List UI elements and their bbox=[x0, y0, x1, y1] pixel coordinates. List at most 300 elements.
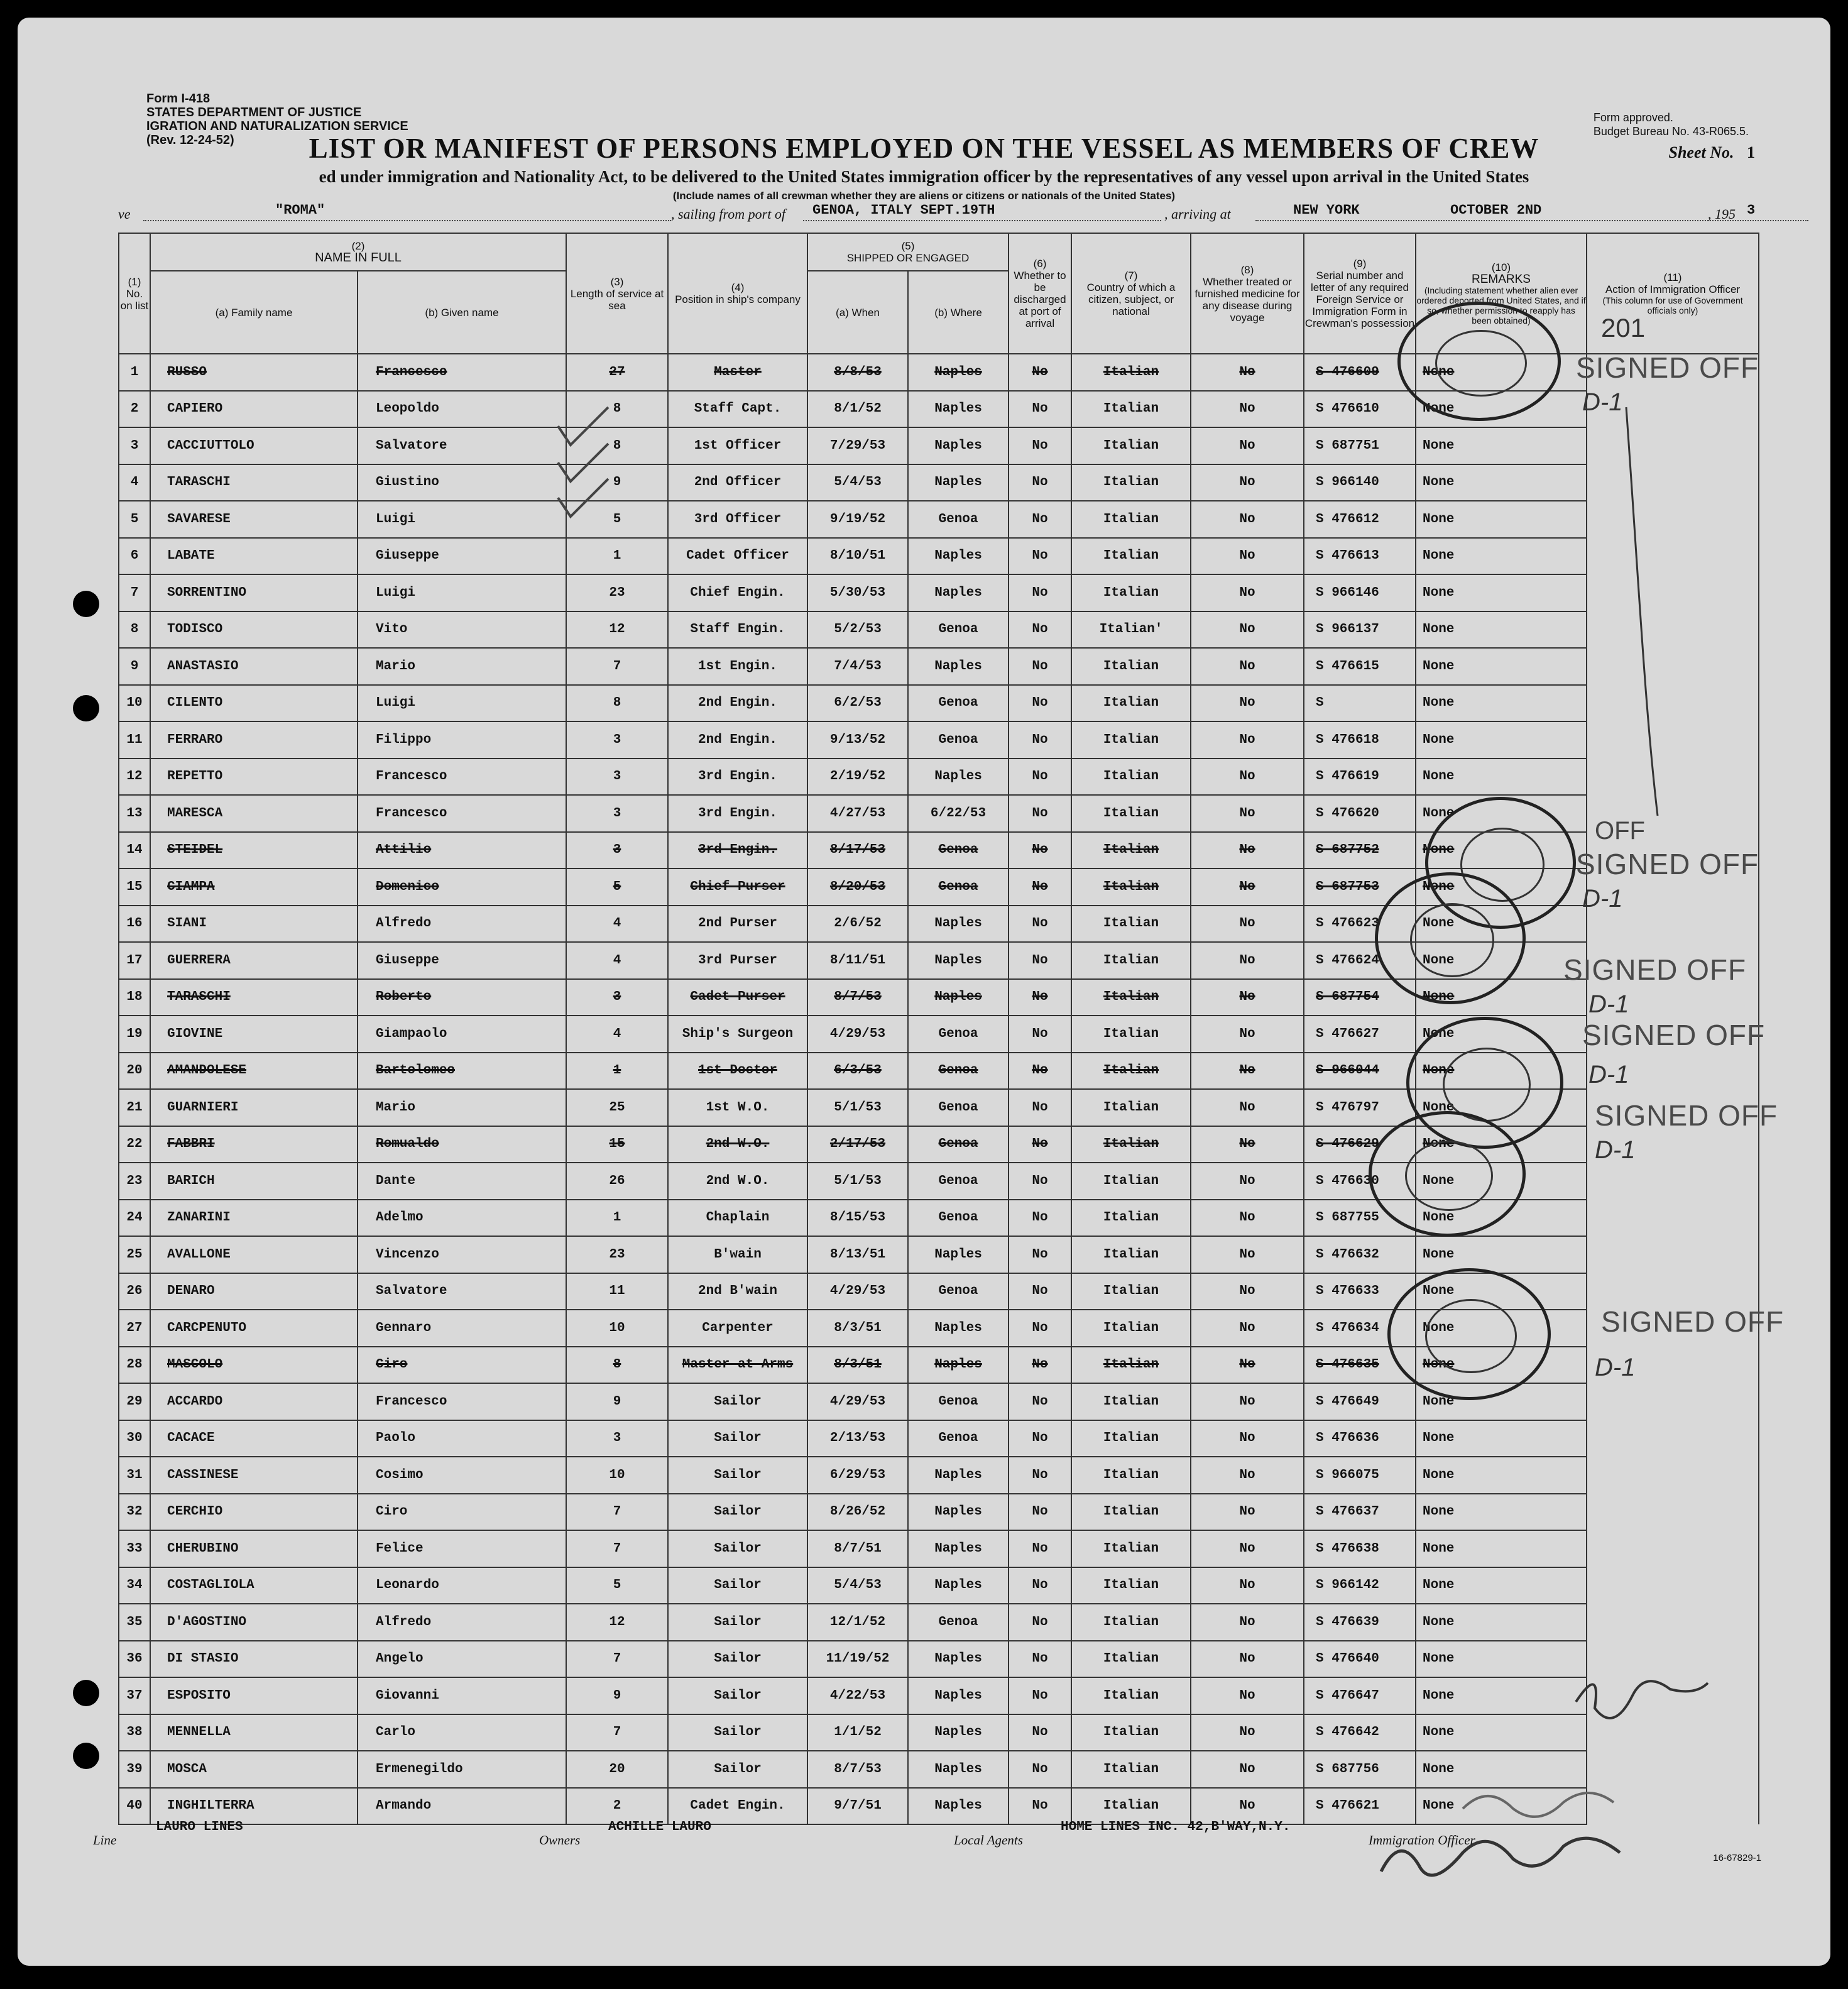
shipped-where-cell: Naples bbox=[908, 538, 1009, 575]
given-name-cell: Armando bbox=[358, 1788, 566, 1825]
shipped-when-cell: 6/29/53 bbox=[807, 1457, 908, 1494]
medicine-cell: No bbox=[1191, 1310, 1304, 1347]
position-cell: 2nd Officer bbox=[668, 464, 807, 501]
discharged-cell: No bbox=[1009, 611, 1071, 649]
medicine-cell: No bbox=[1191, 1530, 1304, 1567]
remarks-cell: None bbox=[1416, 1567, 1587, 1604]
family-name-cell: DENARO bbox=[150, 1273, 358, 1310]
service-years-cell: 23 bbox=[566, 574, 668, 611]
col-service-label: Length of service at sea bbox=[570, 287, 664, 312]
position-cell: Sailor bbox=[668, 1494, 807, 1531]
vessel-name: "ROMA" bbox=[275, 202, 325, 218]
medicine-cell: No bbox=[1191, 427, 1304, 464]
serial-number-cell: S 687755 bbox=[1304, 1200, 1416, 1237]
given-name-cell: Carlo bbox=[358, 1714, 566, 1751]
nationality-cell: Italian bbox=[1071, 354, 1191, 391]
signed-off-stamp: SIGNED OFF bbox=[1601, 1305, 1785, 1338]
nationality-cell: Italian bbox=[1071, 1751, 1191, 1788]
position-cell: 2nd Engin. bbox=[668, 685, 807, 722]
shipped-where-cell: Genoa bbox=[908, 501, 1009, 538]
discharged-cell: No bbox=[1009, 759, 1071, 796]
given-name-cell: Mario bbox=[358, 648, 566, 685]
col-country-label: Country of which a citizen, subject, or national bbox=[1086, 282, 1176, 317]
given-name-cell: Paolo bbox=[358, 1420, 566, 1457]
serial-number-cell: S 687753 bbox=[1304, 868, 1416, 906]
form-number: 16-67829-1 bbox=[1713, 1853, 1761, 1863]
remarks-cell: None bbox=[1416, 1494, 1587, 1531]
medicine-cell: No bbox=[1191, 1126, 1304, 1163]
remarks-cell: None bbox=[1416, 1641, 1587, 1678]
d1-note: D-1 bbox=[1595, 1354, 1636, 1381]
col-family-name-header: (a) Family name bbox=[150, 271, 358, 354]
position-cell: Master bbox=[668, 354, 807, 391]
given-name-cell: Gennaro bbox=[358, 1310, 566, 1347]
row-number-cell: 38 bbox=[119, 1714, 150, 1751]
medicine-cell: No bbox=[1191, 721, 1304, 759]
serial-number-cell: S 476649 bbox=[1304, 1383, 1416, 1420]
nationality-cell: Italian bbox=[1071, 832, 1191, 869]
col-position-id: (4) bbox=[731, 282, 745, 293]
discharged-cell: No bbox=[1009, 1641, 1071, 1678]
remarks-cell: None bbox=[1416, 391, 1587, 428]
service-years-cell: 7 bbox=[566, 1530, 668, 1567]
col-serial-label: Serial number and letter of any required Foreign Service or Immigration Form in Crewman's possession bbox=[1304, 270, 1415, 329]
nationality-cell: Italian bbox=[1071, 648, 1191, 685]
serial-number-cell: S 476638 bbox=[1304, 1530, 1416, 1567]
year-digit: 3 bbox=[1747, 202, 1756, 218]
shipped-where-cell: Genoa bbox=[908, 1383, 1009, 1420]
col-remarks-id: (10) bbox=[1491, 261, 1511, 273]
discharged-cell: No bbox=[1009, 1530, 1071, 1567]
shipped-where-cell: Naples bbox=[908, 1641, 1009, 1678]
nationality-cell: Italian bbox=[1071, 427, 1191, 464]
officer-signature bbox=[1463, 1793, 1614, 1817]
family-name-cell: TODISCO bbox=[150, 611, 358, 649]
col-service-id: (3) bbox=[610, 275, 624, 288]
row-number-cell: 25 bbox=[119, 1236, 150, 1273]
service-years-cell: 7 bbox=[566, 1494, 668, 1531]
given-name-cell: Francesco bbox=[358, 1383, 566, 1420]
shipped-where-cell: Naples bbox=[908, 1677, 1009, 1714]
serial-number-cell: S 476615 bbox=[1304, 648, 1416, 685]
document-subtitle: ed under immigration and Nationality Act, to be delivered to the United States immigration officer by the representatives of any vessel upon arrival in the United States bbox=[319, 167, 1529, 186]
shipped-when-cell: 8/3/51 bbox=[807, 1347, 908, 1384]
nationality-cell: Italian bbox=[1071, 795, 1191, 832]
serial-number-cell: S 476634 bbox=[1304, 1310, 1416, 1347]
row-number-cell: 19 bbox=[119, 1016, 150, 1053]
nationality-cell: Italian bbox=[1071, 1383, 1191, 1420]
family-name-cell: CACCIUTTOLO bbox=[150, 427, 358, 464]
remarks-cell: None bbox=[1416, 1273, 1587, 1310]
remarks-cell: None bbox=[1416, 464, 1587, 501]
family-name-cell: GUERRERA bbox=[150, 942, 358, 979]
remarks-cell: None bbox=[1416, 538, 1587, 575]
line-name: LAURO LINES bbox=[156, 1820, 243, 1834]
position-cell: B'wain bbox=[668, 1236, 807, 1273]
shipped-where-cell: Naples bbox=[908, 1310, 1009, 1347]
family-name-cell: ESPOSITO bbox=[150, 1677, 358, 1714]
row-number-cell: 34 bbox=[119, 1567, 150, 1604]
family-name-cell: SIANI bbox=[150, 906, 358, 943]
shipped-when-cell: 2/19/52 bbox=[807, 759, 908, 796]
given-name-cell: Alfredo bbox=[358, 1604, 566, 1641]
service-years-cell: 3 bbox=[566, 979, 668, 1016]
shipped-where-cell: Genoa bbox=[908, 1126, 1009, 1163]
shipped-where-cell: Naples bbox=[908, 1530, 1009, 1567]
position-cell: Chief Purser bbox=[668, 868, 807, 906]
nationality-cell: Italian bbox=[1071, 464, 1191, 501]
discharged-cell: No bbox=[1009, 1494, 1071, 1531]
shipped-when-cell: 6/3/53 bbox=[807, 1053, 908, 1090]
family-name-cell: COSTAGLIOLA bbox=[150, 1567, 358, 1604]
remarks-cell: None bbox=[1416, 1420, 1587, 1457]
shipped-where-cell: Naples bbox=[908, 1788, 1009, 1825]
row-number-cell: 24 bbox=[119, 1200, 150, 1237]
shipped-when-cell: 7/4/53 bbox=[807, 648, 908, 685]
shipped-when-cell: 8/17/53 bbox=[807, 832, 908, 869]
service-years-cell: 12 bbox=[566, 611, 668, 649]
serial-number-cell: S 476619 bbox=[1304, 759, 1416, 796]
nationality-cell: Italian bbox=[1071, 1163, 1191, 1200]
annotation-201: 201 bbox=[1601, 313, 1646, 342]
medicine-cell: No bbox=[1191, 1457, 1304, 1494]
signed-off-stamp: SIGNED OFF bbox=[1576, 848, 1759, 880]
position-cell: Sailor bbox=[668, 1677, 807, 1714]
family-name-cell: REPETTO bbox=[150, 759, 358, 796]
shipped-where-cell: Naples bbox=[908, 427, 1009, 464]
service-years-cell: 8 bbox=[566, 685, 668, 722]
off-stamp: OFF bbox=[1595, 817, 1645, 845]
family-name-cell: TARASCHI bbox=[150, 464, 358, 501]
medicine-cell: No bbox=[1191, 538, 1304, 575]
serial-number-cell: S 476642 bbox=[1304, 1714, 1416, 1751]
given-name-cell: Luigi bbox=[358, 574, 566, 611]
position-cell: 3rd Officer bbox=[668, 501, 807, 538]
shipped-where-cell: Naples bbox=[908, 648, 1009, 685]
d1-note: D-1 bbox=[1595, 1136, 1636, 1164]
discharged-cell: No bbox=[1009, 1714, 1071, 1751]
position-cell: Staff Capt. bbox=[668, 391, 807, 428]
position-cell: 3rd Purser bbox=[668, 942, 807, 979]
nationality-cell: Italian bbox=[1071, 1420, 1191, 1457]
service-years-cell: 5 bbox=[566, 868, 668, 906]
approved-line: Form approved. bbox=[1593, 111, 1673, 124]
signed-off-stamp: SIGNED OFF bbox=[1595, 1099, 1778, 1132]
row-number-cell: 3 bbox=[119, 427, 150, 464]
col-discharged-id: (6) bbox=[1033, 258, 1047, 270]
col-action-label: Action of Immigration Officer bbox=[1605, 283, 1741, 295]
remarks-cell: None bbox=[1416, 1530, 1587, 1567]
shipped-when-cell: 11/19/52 bbox=[807, 1641, 908, 1678]
family-name-cell: STEIDEL bbox=[150, 832, 358, 869]
col-medicine-id: (8) bbox=[1240, 263, 1254, 276]
nationality-cell: Italian bbox=[1071, 1641, 1191, 1678]
shipped-when-cell: 8/11/51 bbox=[807, 942, 908, 979]
signed-off-stamp: SIGNED OFF bbox=[1563, 953, 1747, 986]
col-given-name-header: (b) Given name bbox=[358, 271, 566, 354]
medicine-cell: No bbox=[1191, 1236, 1304, 1273]
serial-number-cell: S 476613 bbox=[1304, 538, 1416, 575]
serial-number-cell: S 687756 bbox=[1304, 1751, 1416, 1788]
serial-number-cell: S 476618 bbox=[1304, 721, 1416, 759]
signed-off-stamp: SIGNED OFF bbox=[1576, 351, 1759, 384]
family-name-cell: BARICH bbox=[150, 1163, 358, 1200]
remarks-cell: None bbox=[1416, 1126, 1587, 1163]
shipped-when-cell: 1/1/52 bbox=[807, 1714, 908, 1751]
serial-number-cell: S 687752 bbox=[1304, 832, 1416, 869]
given-name-cell: Salvatore bbox=[358, 1273, 566, 1310]
sailing-port: GENOA, ITALY SEPT.19TH bbox=[812, 202, 995, 218]
remarks-cell: None bbox=[1416, 1751, 1587, 1788]
medicine-cell: No bbox=[1191, 354, 1304, 391]
given-name-cell: Filippo bbox=[358, 721, 566, 759]
medicine-cell: No bbox=[1191, 1677, 1304, 1714]
nationality-cell: Italian bbox=[1071, 1714, 1191, 1751]
row-number-cell: 31 bbox=[119, 1457, 150, 1494]
medicine-cell: No bbox=[1191, 1604, 1304, 1641]
given-name-cell: Ciro bbox=[358, 1347, 566, 1384]
nationality-cell: Italian bbox=[1071, 1273, 1191, 1310]
row-number-cell: 5 bbox=[119, 501, 150, 538]
shipped-when-cell: 8/7/53 bbox=[807, 979, 908, 1016]
discharged-cell: No bbox=[1009, 464, 1071, 501]
remarks-cell: None bbox=[1416, 721, 1587, 759]
remarks-cell: None bbox=[1416, 832, 1587, 869]
row-number-cell: 28 bbox=[119, 1347, 150, 1384]
medicine-cell: No bbox=[1191, 1420, 1304, 1457]
row-number-cell: 6 bbox=[119, 538, 150, 575]
col-when-header: (a) When bbox=[807, 271, 908, 354]
sailing-label: , sailing from port of bbox=[671, 206, 785, 222]
service-years-cell: 4 bbox=[566, 906, 668, 943]
discharged-cell: No bbox=[1009, 1126, 1071, 1163]
row-number-cell: 32 bbox=[119, 1494, 150, 1531]
remarks-cell: None bbox=[1416, 1089, 1587, 1126]
nationality-cell: Italian bbox=[1071, 1494, 1191, 1531]
owners-name: ACHILLE LAURO bbox=[608, 1820, 711, 1834]
given-name-cell: Leonardo bbox=[358, 1567, 566, 1604]
nationality-cell: Italian bbox=[1071, 1788, 1191, 1825]
service-years-cell: 1 bbox=[566, 1200, 668, 1237]
shipped-where-cell: Naples bbox=[908, 759, 1009, 796]
given-name-cell: Francesco bbox=[358, 354, 566, 391]
serial-number-cell: S bbox=[1304, 685, 1416, 722]
nationality-cell: Italian bbox=[1071, 574, 1191, 611]
discharged-cell: No bbox=[1009, 427, 1071, 464]
medicine-cell: No bbox=[1191, 1383, 1304, 1420]
nationality-cell: Italian bbox=[1071, 1567, 1191, 1604]
remarks-cell: None bbox=[1416, 795, 1587, 832]
shipped-when-cell: 5/2/53 bbox=[807, 611, 908, 649]
given-name-cell: Francesco bbox=[358, 759, 566, 796]
shipped-when-cell: 4/29/53 bbox=[807, 1383, 908, 1420]
family-name-cell: CACACE bbox=[150, 1420, 358, 1457]
arrival-port: NEW YORK bbox=[1293, 202, 1360, 218]
nationality-cell: Italian bbox=[1071, 1530, 1191, 1567]
medicine-cell: No bbox=[1191, 759, 1304, 796]
row-number-cell: 40 bbox=[119, 1788, 150, 1825]
position-cell: Sailor bbox=[668, 1420, 807, 1457]
arrival-date: OCTOBER 2ND bbox=[1450, 202, 1542, 218]
shipped-where-cell: Genoa bbox=[908, 1273, 1009, 1310]
row-number-cell: 20 bbox=[119, 1053, 150, 1090]
shipped-when-cell: 5/4/53 bbox=[807, 464, 908, 501]
row-number-cell: 36 bbox=[119, 1641, 150, 1678]
service-years-cell: 9 bbox=[566, 1677, 668, 1714]
remarks-cell: None bbox=[1416, 648, 1587, 685]
nationality-cell: Italian bbox=[1071, 721, 1191, 759]
col-shipped-id: (5) bbox=[901, 240, 915, 252]
position-cell: Sailor bbox=[668, 1604, 807, 1641]
position-cell: 1st Engin. bbox=[668, 648, 807, 685]
service-years-cell: 23 bbox=[566, 1236, 668, 1273]
manifest-sheet bbox=[18, 18, 1830, 1966]
serial-number-cell: S 476623 bbox=[1304, 906, 1416, 943]
discharged-cell: No bbox=[1009, 1677, 1071, 1714]
shipped-where-cell: Naples bbox=[908, 1457, 1009, 1494]
position-cell: 1st Officer bbox=[668, 427, 807, 464]
col-action-note: (This column for use of Government officials only) bbox=[1602, 295, 1743, 315]
discharged-cell: No bbox=[1009, 1383, 1071, 1420]
d1-note: D-1 bbox=[1588, 1061, 1629, 1088]
nationality-cell: Italian bbox=[1071, 1310, 1191, 1347]
remarks-cell: None bbox=[1416, 1677, 1587, 1714]
shipped-where-cell: Genoa bbox=[908, 1420, 1009, 1457]
row-number-cell: 14 bbox=[119, 832, 150, 869]
row-number-cell: 4 bbox=[119, 464, 150, 501]
given-name-cell: Giuseppe bbox=[358, 538, 566, 575]
service-years-cell: 3 bbox=[566, 832, 668, 869]
col-remarks-label: REMARKS bbox=[1472, 273, 1531, 286]
nationality-cell: Italian bbox=[1071, 1016, 1191, 1053]
given-name-cell: Giuseppe bbox=[358, 942, 566, 979]
family-name-cell: CHERUBINO bbox=[150, 1530, 358, 1567]
medicine-cell: No bbox=[1191, 1016, 1304, 1053]
medicine-cell: No bbox=[1191, 611, 1304, 649]
position-cell: Sailor bbox=[668, 1383, 807, 1420]
medicine-cell: No bbox=[1191, 1641, 1304, 1678]
medicine-cell: No bbox=[1191, 832, 1304, 869]
budget-line: Budget Bureau No. 43-R065.5. bbox=[1593, 125, 1749, 138]
service-years-cell: 9 bbox=[566, 464, 668, 501]
position-cell: Sailor bbox=[668, 1751, 807, 1788]
serial-number-cell: S 966137 bbox=[1304, 611, 1416, 649]
serial-number-cell: S 476639 bbox=[1304, 1604, 1416, 1641]
discharged-cell: No bbox=[1009, 1347, 1071, 1384]
dept-line: STATES DEPARTMENT OF JUSTICE bbox=[146, 106, 362, 119]
remarks-cell: None bbox=[1416, 759, 1587, 796]
family-name-cell: GUARNIERI bbox=[150, 1089, 358, 1126]
shipped-when-cell: 5/1/53 bbox=[807, 1089, 908, 1126]
position-cell: 2nd Engin. bbox=[668, 721, 807, 759]
shipped-when-cell: 8/1/52 bbox=[807, 391, 908, 428]
shipped-when-cell: 7/29/53 bbox=[807, 427, 908, 464]
officer-label: Immigration Officer bbox=[1369, 1833, 1475, 1848]
medicine-cell: No bbox=[1191, 685, 1304, 722]
row-number-cell: 23 bbox=[119, 1163, 150, 1200]
col-where-header: (b) Where bbox=[908, 271, 1009, 354]
row-number-cell: 27 bbox=[119, 1310, 150, 1347]
col-serial-id: (9) bbox=[1353, 258, 1367, 270]
family-name-cell: CASSINESE bbox=[150, 1457, 358, 1494]
nationality-cell: Italian bbox=[1071, 538, 1191, 575]
shipped-where-cell: Genoa bbox=[908, 832, 1009, 869]
shipped-when-cell: 5/1/53 bbox=[807, 1163, 908, 1200]
shipped-when-cell: 4/29/53 bbox=[807, 1016, 908, 1053]
service-years-cell: 20 bbox=[566, 1751, 668, 1788]
given-name-cell: Salvatore bbox=[358, 427, 566, 464]
service-years-cell: 1 bbox=[566, 1053, 668, 1090]
medicine-cell: No bbox=[1191, 1089, 1304, 1126]
family-name-cell: LABATE bbox=[150, 538, 358, 575]
shipped-when-cell: 5/4/53 bbox=[807, 1567, 908, 1604]
shipped-where-cell: Genoa bbox=[908, 611, 1009, 649]
row-number-cell: 18 bbox=[119, 979, 150, 1016]
remarks-cell: None bbox=[1416, 574, 1587, 611]
serial-number-cell: S 476633 bbox=[1304, 1273, 1416, 1310]
shipped-where-cell: Naples bbox=[908, 464, 1009, 501]
family-name-cell: CARCPENUTO bbox=[150, 1310, 358, 1347]
shipped-when-cell: 8/10/51 bbox=[807, 538, 908, 575]
row-number-cell: 16 bbox=[119, 906, 150, 943]
service-years-cell: 3 bbox=[566, 721, 668, 759]
col-name-id: (2) bbox=[351, 240, 365, 252]
shipped-where-cell: Naples bbox=[908, 1236, 1009, 1273]
col-medicine-label: Whether treated or furnished medicine for any disease during voyage bbox=[1195, 275, 1300, 324]
serial-number-cell: S 687754 bbox=[1304, 979, 1416, 1016]
service-years-cell: 27 bbox=[566, 354, 668, 391]
shipped-where-cell: Naples bbox=[908, 942, 1009, 979]
service-years-cell: 8 bbox=[566, 1347, 668, 1384]
position-cell: 1st Doctor bbox=[668, 1053, 807, 1090]
medicine-cell: No bbox=[1191, 1494, 1304, 1531]
shipped-when-cell: 6/2/53 bbox=[807, 685, 908, 722]
row-number-cell: 21 bbox=[119, 1089, 150, 1126]
shipped-where-cell: Genoa bbox=[908, 1604, 1009, 1641]
shipped-where-cell: Genoa bbox=[908, 1200, 1009, 1237]
row-number-cell: 15 bbox=[119, 868, 150, 906]
service-years-cell: 25 bbox=[566, 1089, 668, 1126]
nationality-cell: Italian bbox=[1071, 1200, 1191, 1237]
shipped-where-cell: Naples bbox=[908, 1751, 1009, 1788]
remarks-cell: None bbox=[1416, 1236, 1587, 1273]
nationality-cell: Italian' bbox=[1071, 611, 1191, 649]
nationality-cell: Italian bbox=[1071, 1053, 1191, 1090]
service-years-cell: 4 bbox=[566, 942, 668, 979]
remarks-cell: None bbox=[1416, 1053, 1587, 1090]
discharged-cell: No bbox=[1009, 391, 1071, 428]
col-number-id: (1) bbox=[128, 275, 141, 288]
given-name-cell: Adelmo bbox=[358, 1200, 566, 1237]
given-name-cell: Giustino bbox=[358, 464, 566, 501]
nationality-cell: Italian bbox=[1071, 391, 1191, 428]
shipped-when-cell: 8/15/53 bbox=[807, 1200, 908, 1237]
serial-number-cell: S 476620 bbox=[1304, 795, 1416, 832]
remarks-cell: None bbox=[1416, 427, 1587, 464]
col-position-label: Position in ship's company bbox=[675, 293, 801, 305]
nationality-cell: Italian bbox=[1071, 979, 1191, 1016]
agents-label: Local Agents bbox=[954, 1833, 1023, 1848]
given-name-cell: Francesco bbox=[358, 795, 566, 832]
medicine-cell: No bbox=[1191, 868, 1304, 906]
row-number-cell: 35 bbox=[119, 1604, 150, 1641]
discharged-cell: No bbox=[1009, 1310, 1071, 1347]
nationality-cell: Italian bbox=[1071, 942, 1191, 979]
given-name-cell: Vito bbox=[358, 611, 566, 649]
service-years-cell: 5 bbox=[566, 1567, 668, 1604]
medicine-cell: No bbox=[1191, 979, 1304, 1016]
given-name-cell: Felice bbox=[358, 1530, 566, 1567]
